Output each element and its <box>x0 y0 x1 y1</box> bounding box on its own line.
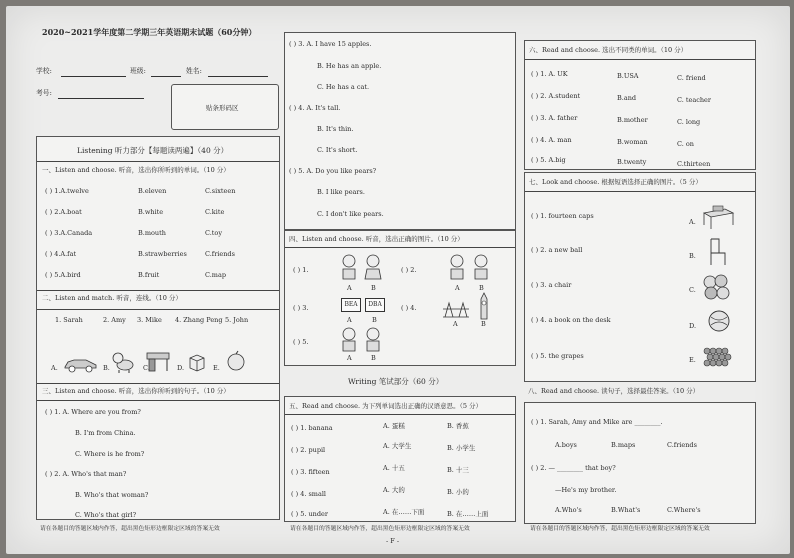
p7-letter-b: B. <box>689 252 696 260</box>
part4-heading: 四、Listen and choose. 听音，选出正确的图片。（10 分） <box>289 235 464 243</box>
part1-heading: 一、Listen and choose. 听音，选出你所听到的单词。（10 分） <box>42 166 230 174</box>
exam-paper <box>6 6 790 554</box>
p5-r3-b: A. 十五 <box>383 464 405 472</box>
part1-divider <box>37 161 279 162</box>
p6-r4-a[interactable]: ( ) 4. A. man <box>531 136 572 144</box>
p1-r2-b: B.white <box>138 208 164 216</box>
dba-box[interactable]: DBA <box>365 298 385 312</box>
p8-line-2[interactable]: ( ) 2. — ________ that boy? <box>531 464 616 472</box>
p8-line-1[interactable]: ( ) 1. Sarah, Amy and Mike are ________. <box>531 418 663 426</box>
p1-r3-c: C.toy <box>205 229 223 237</box>
p2-name-5: 5. John <box>225 316 249 324</box>
p5-r2-a[interactable]: ( ) 2. pupil <box>291 446 326 454</box>
part4-section <box>284 230 516 366</box>
caps-icon[interactable] <box>701 273 731 301</box>
bridge-icon[interactable] <box>441 295 471 319</box>
listening-section <box>36 136 280 520</box>
footer-note-mid: 请在各题目的答题区域内作答，超出黑色矩形边框限定区域的答案无效 <box>290 526 470 532</box>
p3-line-3: C. Where is he from? <box>75 450 145 458</box>
barcode-label: 贴条形码区 <box>206 104 239 112</box>
p2-letter-a: A. <box>51 364 58 372</box>
p6-r1-b: B.USA <box>617 72 639 80</box>
p7-item-3[interactable]: ( ) 3. a chair <box>531 281 572 289</box>
mid-line-3: C. He has a cat. <box>317 83 370 91</box>
part3-box-top <box>37 400 279 401</box>
exam-no-label: 考号: <box>36 89 52 97</box>
p6-r2-a[interactable]: ( ) 2. A.student <box>531 92 581 100</box>
p8-opt-2a: A.Who's <box>555 506 582 514</box>
barcode-area <box>171 84 279 130</box>
part2-box-top <box>37 309 279 310</box>
p1-r4-c: C.friends <box>205 250 235 258</box>
p6-r5-b: B.twenty <box>617 158 647 166</box>
p6-r3-c: C. long <box>677 118 701 126</box>
ball-icon[interactable] <box>707 309 731 333</box>
kids-icon-3[interactable] <box>337 327 387 353</box>
p4-5-b: B <box>371 354 376 362</box>
box-icon[interactable] <box>187 352 207 372</box>
p3-line-1[interactable]: ( ) 1. A. Where are you from? <box>45 408 141 416</box>
p1-r5-b: B.fruit <box>138 271 160 279</box>
part7-heading: 七、Look and choose. 根据短语选择正确的图片。（5 分） <box>529 178 702 186</box>
p4-item-4[interactable]: ( ) 4. <box>401 304 417 312</box>
listening-continued <box>284 32 516 230</box>
p1-r4-a[interactable]: ( ) 4.A.fat <box>45 250 77 258</box>
mid-line-7[interactable]: ( ) 5. A. Do you like pears? <box>289 167 377 175</box>
p5-r5-a[interactable]: ( ) 5. under <box>291 510 328 518</box>
desk-book-icon[interactable] <box>701 201 735 231</box>
p1-r1-c: C.sixteen <box>205 187 236 195</box>
part6-heading: 六、Read and choose. 选出不同类的单词。（10 分） <box>529 46 688 54</box>
school-label: 学校: <box>36 67 52 75</box>
p2-letter-d: D. <box>177 364 185 372</box>
bea-box[interactable]: BEA <box>341 298 361 312</box>
mid-line-1[interactable]: ( ) 3. A. I have 15 apples. <box>289 40 372 48</box>
p5-r1-c: B. 香蕉 <box>447 422 469 430</box>
kids-icon-2[interactable] <box>445 253 495 281</box>
p6-r1-c: C. friend <box>677 74 706 82</box>
p1-r5-c: C.map <box>205 271 227 279</box>
p4-1-b: B <box>371 284 376 292</box>
p5-r3-c: B. 十三 <box>447 466 469 474</box>
mid-line-9: C. I don't like pears. <box>317 210 384 218</box>
p8-opt-2c: C.Where's <box>667 506 701 514</box>
p5-r4-b: A. 大的 <box>383 486 405 494</box>
part7-divider <box>525 191 755 192</box>
p7-item-5[interactable]: ( ) 5. the grapes <box>531 352 584 360</box>
p5-r4-c: B. 小的 <box>447 488 469 496</box>
footer-note-left: 请在各题目的答题区域内作答，超出黑色矩形边框限定区域的答案无效 <box>40 526 220 532</box>
grapes-icon[interactable] <box>701 343 735 373</box>
p8-opt-1c: C.friends <box>667 441 697 449</box>
p7-item-4[interactable]: ( ) 4. a book on the desk <box>531 316 611 324</box>
p3-line-6: C. Who's that girl? <box>75 511 137 519</box>
p3-line-4[interactable]: ( ) 2. A. Who's that man? <box>45 470 127 478</box>
part8-section <box>524 402 756 524</box>
car-icon[interactable] <box>62 355 98 373</box>
p7-item-1[interactable]: ( ) 1. fourteen caps <box>531 212 594 220</box>
exam-title: 2020~2021学年度第二学期三年英语期末试题（60分钟） <box>42 27 257 37</box>
name-label: 姓名: <box>186 67 202 75</box>
p8-opt-1a: A.boys <box>555 441 577 449</box>
p8-line-3: —He's my brother. <box>555 486 617 494</box>
writing-title: Writing 笔试部分（60 分） <box>348 377 444 386</box>
p5-r1-a[interactable]: ( ) 1. banana <box>291 424 333 432</box>
p4-3-b: B <box>372 316 377 324</box>
dog-icon[interactable] <box>111 351 137 373</box>
mid-line-6: C. It's short. <box>317 146 358 154</box>
p6-r3-b: B.mother <box>617 116 648 124</box>
p4-1-a: A <box>347 284 352 292</box>
p5-r5-c: B. 在……上面 <box>447 510 489 518</box>
p1-r1-b: B.eleven <box>138 187 167 195</box>
mid-line-5: B. It's thin. <box>317 125 354 133</box>
part5-divider <box>285 414 515 415</box>
p2-name-2: 2. Amy <box>103 316 126 324</box>
p6-r4-b: B.woman <box>617 138 648 146</box>
p4-4-b: B <box>481 320 486 328</box>
p4-2-a: A <box>455 284 460 292</box>
p7-letter-d: D. <box>689 322 697 330</box>
exam-no-blank[interactable] <box>58 98 144 99</box>
part3-heading: 三、Listen and choose. 听音，选出你所听到的句子。（10 分） <box>42 387 230 395</box>
p5-r3-a[interactable]: ( ) 3. fifteen <box>291 468 330 476</box>
orange-icon[interactable] <box>225 350 247 372</box>
p8-opt-1b: B.maps <box>611 441 636 449</box>
p5-r2-b: A. 大学生 <box>383 442 412 450</box>
p5-r4-a[interactable]: ( ) 4. small <box>291 490 327 498</box>
p7-letter-a: A. <box>689 218 696 226</box>
p4-item-3[interactable]: ( ) 3. <box>293 304 309 312</box>
part2-divider <box>37 290 279 291</box>
p6-r3-a[interactable]: ( ) 3. A. father <box>531 114 578 122</box>
p1-r1-a[interactable]: ( ) 1.A.twelve <box>45 187 89 195</box>
p6-r2-b: B.and <box>617 94 637 102</box>
p1-r2-c: C.kite <box>205 208 225 216</box>
p8-opt-2b: B.What's <box>611 506 641 514</box>
p1-r3-a[interactable]: ( ) 3.A.Canada <box>45 229 93 237</box>
p4-2-b: B <box>479 284 484 292</box>
p1-r5-a[interactable]: ( ) 5.A.bird <box>45 271 81 279</box>
p4-item-2[interactable]: ( ) 2. <box>401 266 417 274</box>
p5-r2-c: B. 小学生 <box>447 444 476 452</box>
clock-tower-icon[interactable] <box>475 291 493 321</box>
p2-name-4: 4. Zhang Peng <box>175 316 223 324</box>
part8-heading: 八、Read and choose. 读句子，选择最佳答案。（10 分） <box>528 387 700 395</box>
p6-r5-c: C.thirteen <box>677 160 711 168</box>
p4-5-a: A <box>347 354 352 362</box>
name-blank[interactable] <box>208 76 268 77</box>
part7-section <box>524 172 756 382</box>
p4-3-a: A <box>347 316 352 324</box>
p4-item-5[interactable]: ( ) 5. <box>293 338 309 346</box>
p6-r1-a[interactable]: ( ) 1. A. UK <box>531 70 568 78</box>
part5-heading: 五、Read and choose. 为下列单词选出正确的汉语意思。（5 分） <box>289 402 483 410</box>
mid-line-8: B. I like pears. <box>317 188 365 196</box>
p2-name-3: 3. Mike <box>137 316 162 324</box>
p2-letter-e: E. <box>213 364 220 372</box>
page-number: - F - <box>386 537 400 545</box>
mid-line-4[interactable]: ( ) 4. A. It's tall. <box>289 104 341 112</box>
chair-icon[interactable] <box>705 237 729 267</box>
p3-line-2: B. I'm from China. <box>75 429 136 437</box>
p6-r4-c: C. on <box>677 140 694 148</box>
school-blank[interactable] <box>61 76 126 77</box>
part6-divider <box>525 59 755 60</box>
p3-line-5: B. Who's that woman? <box>75 491 149 499</box>
part3-divider <box>37 383 279 384</box>
p2-letter-b: B. <box>103 364 110 372</box>
p7-letter-e: E. <box>689 356 696 364</box>
mid-line-2: B. He has an apple. <box>317 62 382 70</box>
p5-r5-b: A. 在……下面 <box>383 508 425 516</box>
class-label: 班级: <box>130 67 146 75</box>
part5-section <box>284 396 516 522</box>
kids-icon[interactable] <box>337 253 387 281</box>
p2-name-1: 1. Sarah <box>55 316 83 324</box>
p1-r2-a[interactable]: ( ) 2.A.boat <box>45 208 82 216</box>
p7-item-2[interactable]: ( ) 2. a new ball <box>531 246 583 254</box>
p6-r2-c: C. teacher <box>677 96 711 104</box>
p6-r5-a[interactable]: ( ) 5. A.big <box>531 156 566 164</box>
p7-letter-c: C. <box>689 286 696 294</box>
footer-note-right: 请在各题目的答题区域内作答，超出黑色矩形边框限定区域的答案无效 <box>530 526 710 532</box>
p1-r3-b: B.mouth <box>138 229 166 237</box>
p5-r1-b: A. 蛋糕 <box>383 422 405 430</box>
p1-r4-b: B.strawberries <box>138 250 187 258</box>
part6-section <box>524 40 756 170</box>
listening-title: Listening 听力部分【每题读两遍】（40 分） <box>77 146 229 155</box>
class-blank[interactable] <box>151 76 181 77</box>
p2-letter-c: C. <box>143 364 150 372</box>
p4-item-1[interactable]: ( ) 1. <box>293 266 309 274</box>
p4-4-a: A <box>453 320 458 328</box>
part4-divider <box>285 247 515 248</box>
part2-heading: 二、Listen and match. 听音，连线。（10 分） <box>42 294 182 302</box>
